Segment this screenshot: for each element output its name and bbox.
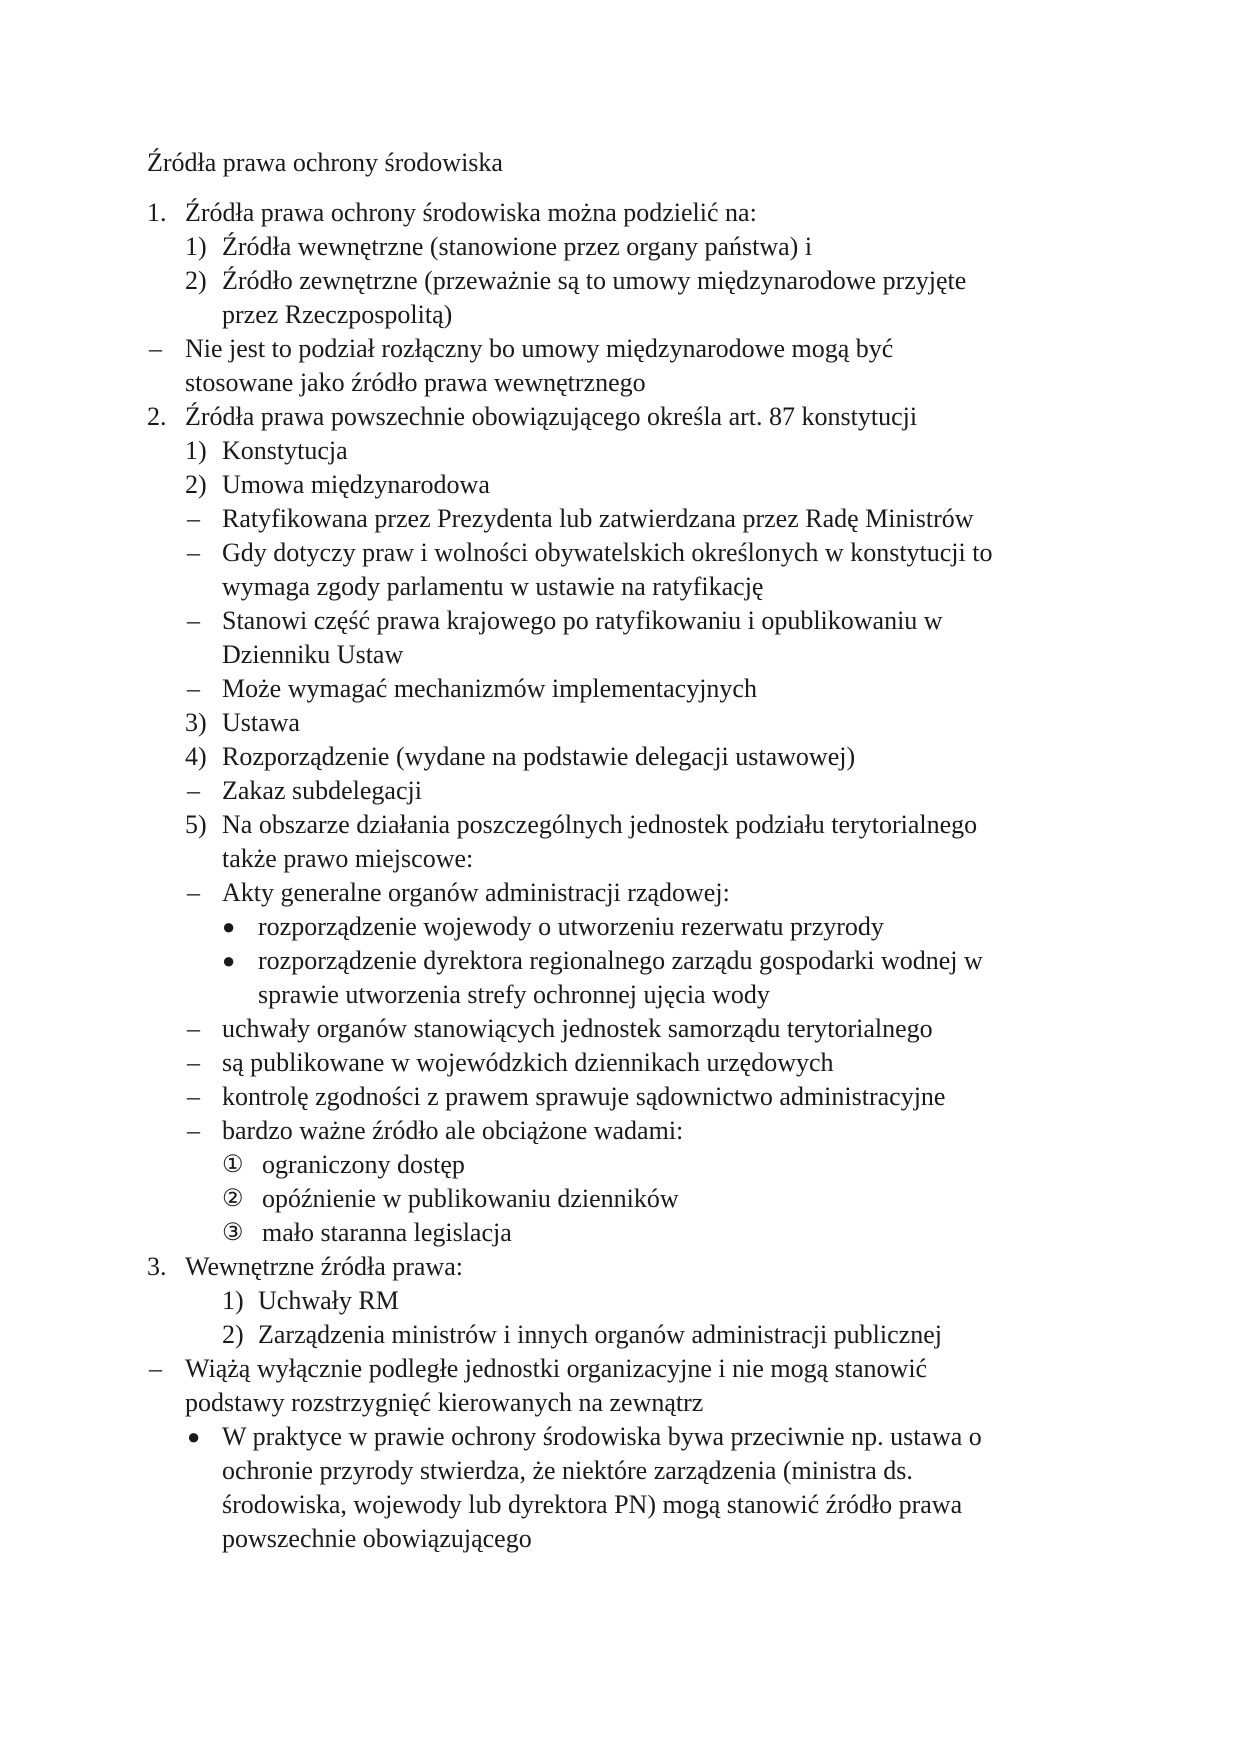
list-item-text: Nie jest to podział rozłączny bo umowy międzynarodowe mogą być [185, 334, 894, 363]
list-item [0, 808, 1240, 842]
list-item-text: powszechnie obowiązującego [222, 1524, 532, 1553]
list-item [0, 332, 1240, 366]
list-marker: 4) [185, 742, 207, 771]
list-item [0, 604, 1240, 638]
dash-marker: – [187, 504, 200, 533]
list-item-text: Źródła prawa powszechnie obowiązującego określa art. 87 konstytucji [185, 402, 918, 431]
list-item-text: Akty generalne organów administracji rządowej: [222, 878, 730, 907]
dash-marker: – [187, 1014, 200, 1043]
list-marker: 2) [185, 266, 207, 295]
list-item-continuation [0, 1522, 1240, 1556]
list-item-text: W praktyce w prawie ochrony środowiska bywa przeciwnie np. ustawa o [222, 1422, 982, 1451]
list-item [0, 1046, 1240, 1080]
list-item [0, 944, 1240, 978]
list-item-text: są publikowane w wojewódzkich dziennikach urzędowych [222, 1048, 834, 1077]
list-item-text: sprawie utworzenia strefy ochronnej ujęcia wody [258, 980, 770, 1009]
list-item [0, 264, 1240, 298]
list-item [0, 1012, 1240, 1046]
list-item-text: Wiążą wyłącznie podległe jednostki organizacyjne i nie mogą stanowić [185, 1354, 928, 1383]
list-item-text: Gdy dotyczy praw i wolności obywatelskich określonych w konstytucji to [222, 538, 993, 567]
list-item [0, 196, 1240, 230]
list-item-continuation [0, 842, 1240, 876]
list-item-text: Rozporządzenie (wydane na podstawie delegacji ustawowej) [222, 742, 856, 771]
list-marker: 2. [147, 402, 167, 431]
list-item-text: Zakaz subdelegacji [222, 776, 422, 805]
list-item [0, 1420, 1240, 1454]
list-item [0, 1216, 1240, 1250]
list-item-text: ograniczony dostęp [262, 1150, 465, 1179]
dash-marker: – [187, 1048, 200, 1077]
list-item-text: Źródło zewnętrzne (przeważnie są to umowy międzynarodowe przyjęte [222, 266, 967, 295]
list-marker: 3) [185, 708, 207, 737]
list-item-text: Zarządzenia ministrów i innych organów administracji publicznej [258, 1320, 942, 1349]
list-item [0, 468, 1240, 502]
list-item-continuation [0, 978, 1240, 1012]
list-item-text: rozporządzenie wojewody o utworzeniu rezerwatu przyrody [258, 912, 884, 941]
list-item-continuation [0, 366, 1240, 400]
list-item-text: przez Rzeczpospolitą) [222, 300, 453, 329]
list-item-text: podstawy rozstrzygnięć kierowanych na zewnątrz [185, 1388, 704, 1417]
list-item [0, 1080, 1240, 1114]
list-item-continuation [0, 298, 1240, 332]
list-item [0, 1352, 1240, 1386]
list-item [0, 230, 1240, 264]
list-marker: 1. [147, 198, 167, 227]
list-item [0, 910, 1240, 944]
bullet-icon: ● [222, 948, 236, 973]
list-item-text: rozporządzenie dyrektora regionalnego zarządu gospodarki wodnej w [258, 946, 983, 975]
dash-marker: – [149, 334, 162, 363]
list-item [0, 672, 1240, 706]
list-item [0, 434, 1240, 468]
bullet-icon: ● [187, 1424, 201, 1449]
list-item [0, 502, 1240, 536]
dash-marker: – [149, 1354, 162, 1383]
list-item [0, 876, 1240, 910]
list-marker: 1) [185, 436, 207, 465]
list-item-text: opóźnienie w publikowaniu dzienników [262, 1184, 679, 1213]
list-item-text: Źródła wewnętrzne (stanowione przez organy państwa) i [222, 232, 813, 261]
list-item-text: bardzo ważne źródło ale obciążone wadami: [222, 1116, 684, 1145]
list-item [0, 1250, 1240, 1284]
list-item [0, 1114, 1240, 1148]
list-marker: 1) [185, 232, 207, 261]
list-item-text: wymaga zgody parlamentu w ustawie na ratyfikację [222, 572, 764, 601]
list-item-text: Ustawa [222, 708, 300, 737]
list-item-text: kontrolę zgodności z prawem sprawuje sądownictwo administracyjne [222, 1082, 946, 1111]
list-item-text: Na obszarze działania poszczególnych jednostek podziału terytorialnego [222, 810, 978, 839]
list-item [0, 1284, 1240, 1318]
circled-number-2-icon: ② [222, 1186, 244, 1212]
list-item-text: Uchwały RM [258, 1286, 399, 1315]
circled-number-3-icon: ③ [222, 1220, 244, 1246]
list-item-continuation [0, 1488, 1240, 1522]
dash-marker: – [187, 606, 200, 635]
list-item-text: ochronie przyrody stwierdza, że niektóre zarządzenia (ministra ds. [222, 1456, 913, 1485]
list-item-text: Stanowi część prawa krajowego po ratyfikowaniu i opublikowaniu w [222, 606, 943, 635]
list-item [0, 706, 1240, 740]
list-item [0, 1318, 1240, 1352]
list-item [0, 536, 1240, 570]
document-body [0, 196, 1240, 1556]
list-item-continuation [0, 638, 1240, 672]
dash-marker: – [187, 674, 200, 703]
list-item-text: środowiska, wojewody lub dyrektora PN) mogą stanowić źródło prawa [222, 1490, 963, 1519]
list-item-continuation [0, 1386, 1240, 1420]
document-title: Źródła prawa ochrony środowiska [147, 148, 503, 177]
list-marker: 2) [222, 1320, 244, 1349]
dash-marker: – [187, 538, 200, 567]
list-item-text: Może wymagać mechanizmów implementacyjnych [222, 674, 757, 703]
list-marker: 1) [222, 1286, 244, 1315]
list-item-text: uchwały organów stanowiących jednostek samorządu terytorialnego [222, 1014, 933, 1043]
dash-marker: – [187, 1116, 200, 1145]
bullet-icon: ● [222, 914, 236, 939]
list-item-text: Ratyfikowana przez Prezydenta lub zatwierdzana przez Radę Ministrów [222, 504, 974, 533]
list-item [0, 1182, 1240, 1216]
list-item-text: stosowane jako źródło prawa wewnętrznego [185, 368, 646, 397]
list-item-text: Konstytucja [222, 436, 348, 465]
list-item-text: Dzienniku Ustaw [222, 640, 404, 669]
list-marker: 2) [185, 470, 207, 499]
dash-marker: – [187, 878, 200, 907]
list-item-continuation [0, 570, 1240, 604]
list-item-continuation [0, 1454, 1240, 1488]
list-marker: 5) [185, 810, 207, 839]
list-item [0, 774, 1240, 808]
list-item-text: mało staranna legislacja [262, 1218, 512, 1247]
list-item-text: Wewnętrzne źródła prawa: [185, 1252, 463, 1281]
list-item [0, 1148, 1240, 1182]
list-item-text: Umowa międzynarodowa [222, 470, 490, 499]
list-item-text: Źródła prawa ochrony środowiska można podzielić na: [185, 198, 757, 227]
circled-number-1-icon: ① [222, 1152, 244, 1178]
dash-marker: – [187, 776, 200, 805]
list-marker: 3. [147, 1252, 167, 1281]
list-item-text: także prawo miejscowe: [222, 844, 474, 873]
list-item [0, 400, 1240, 434]
list-item [0, 740, 1240, 774]
dash-marker: – [187, 1082, 200, 1111]
